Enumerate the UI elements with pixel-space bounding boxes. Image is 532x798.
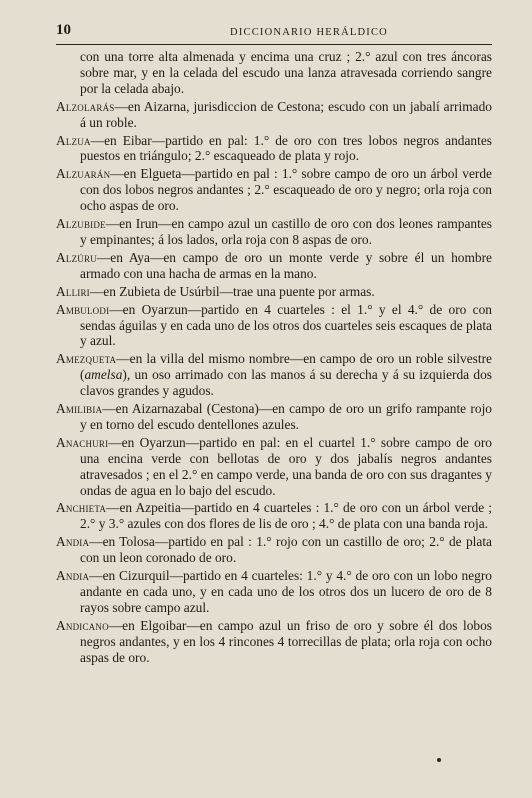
- entry-text: —en Oyarzun—partido en 4 cuarteles : el 1.° y el 4.° de oro con sendas águilas y en cada uno de los otros dos cuarteles seis escaques de plata y azul.: [80, 301, 493, 349]
- running-head: DICCIONARIO HERÁLDICO: [230, 27, 388, 38]
- entry-headword: Alliri: [56, 283, 90, 299]
- entry-text: —en la villa del mismo nombre—en campo de oro un roble silvestre (: [80, 351, 492, 383]
- entry-text: —en Elgueta—partido en pal : 1.° sobre campo de oro un árbol verde con dos lobos negros andantes ; 2.° escaqueado de oro y negro; orla roja con ocho aspas de oro.: [80, 166, 492, 214]
- entry-anachuri: [56, 435, 492, 499]
- entry-andia-cizurquil: [56, 568, 492, 616]
- dictionary-entries: [56, 49, 492, 666]
- entry-alzolaras: [56, 99, 492, 131]
- entry-andia-tolosa: [56, 534, 492, 566]
- entry-headword: Ambulodi: [56, 301, 110, 317]
- entry-italic-term: amelsa: [84, 367, 123, 383]
- entry-headword: Andia: [56, 568, 90, 584]
- entry-headword: Andicano: [56, 617, 109, 633]
- continued-entry-text: con una torre alta almenada y encima una cruz ; 2.° azul con tres áncoras sobre mar, y en la celada del escudo una lanza atravesada corriendo sangre por la celada abajo.: [80, 49, 492, 96]
- entry-headword: Amilibia: [56, 401, 103, 417]
- entry-alzuru: [56, 250, 492, 282]
- entry-text: —en Zubieta de Usúrbil—trae una puente por armas.: [89, 283, 375, 299]
- entry-headword: Anchieta: [56, 500, 107, 516]
- entry-text: —en Aya—en campo de oro un monte verde y sobre él un hombre armado con una hacha de armas en la mano.: [80, 249, 492, 281]
- entry-text: —en Irun—en campo azul un castillo de oro con dos leones rampantes y empinantes; á los lados, orla roja con 8 aspas de oro.: [80, 216, 492, 247]
- entry-headword: Alzuarán: [56, 166, 111, 182]
- entry-alzubide: [56, 216, 492, 248]
- entry-andicano: [56, 618, 492, 666]
- entry-alliri: [56, 284, 492, 300]
- entry-text: —en Aizarnazabal (Cestona)—en campo de oro un grifo rampante rojo y en torno del escudo dentellones azules.: [80, 401, 492, 432]
- entry-headword: Alzubide: [56, 216, 106, 232]
- entry-amezqueta: [56, 351, 492, 399]
- entry-headword: Alzua: [56, 132, 91, 148]
- page-header: [56, 22, 492, 45]
- entry-text: —en Cizurquil—partido en 4 cuarteles: 1.° y 4.° de oro con un lobo negro andante en cada uno, y en cada uno de los otros dos un lucero de oro de 8 rayos sobre campo azul.: [80, 568, 492, 615]
- entry-alzua: [56, 133, 492, 165]
- entry-amilibia: [56, 401, 492, 433]
- entry-headword: Anachuri: [56, 434, 109, 450]
- entry-text-after: ), un oso arrimado con las manos á su derecha y á su izquierda dos clavos grandes y agudos.: [80, 367, 492, 399]
- page-number: 10: [56, 22, 71, 38]
- entry-text: —en Oyarzun—partido en pal: en el cuartel 1.° sobre campo de oro una encina verde con bellotas de oro y dos jabalís negros andantes atravesados ; en el 2.° en campo verde, una banda de oro con sus dragantes y ondas de agua en lo bajo del escudo.: [80, 434, 492, 498]
- ink-dot: [437, 758, 441, 762]
- entry-text: —en Eibar—partido en pal: 1.° de oro con tres lobos negros andantes puestos en triángulo; 2.° escaqueado de plata y rojo.: [80, 132, 492, 164]
- entry-text: —en Azpeitia—partido en 4 cuarteles : 1.° de oro con un árbol verde ; 2.° y 3.° azules con dos flores de lis de oro ; 4.° de plata con una banda roja.: [80, 500, 492, 532]
- entry-alzuaran: [56, 166, 492, 214]
- entry-text: —en Aizarna, jurisdiccion de Cestona; escudo con un jabalí arrimado á un roble.: [80, 98, 492, 130]
- entry-text: —en Elgoibar—en campo azul un friso de oro y sobre él dos lobos negros andantes, y en los 4 rincones 4 torrecillas de plata; orla roja con ocho aspas de oro.: [80, 617, 492, 665]
- entry-headword: Andia: [56, 534, 90, 550]
- entry-headword: Alzúru: [56, 249, 97, 265]
- entry-headword: Alzolarás: [56, 98, 115, 114]
- entry-text: —en Tolosa—partido en pal : 1.° rojo con un castillo de oro; 2.° de plata con un leon coronado de oro.: [80, 534, 492, 566]
- entry-anchieta: [56, 500, 492, 532]
- entry-ambulodi: [56, 302, 492, 350]
- entry-headword: Amezqueta: [56, 351, 117, 367]
